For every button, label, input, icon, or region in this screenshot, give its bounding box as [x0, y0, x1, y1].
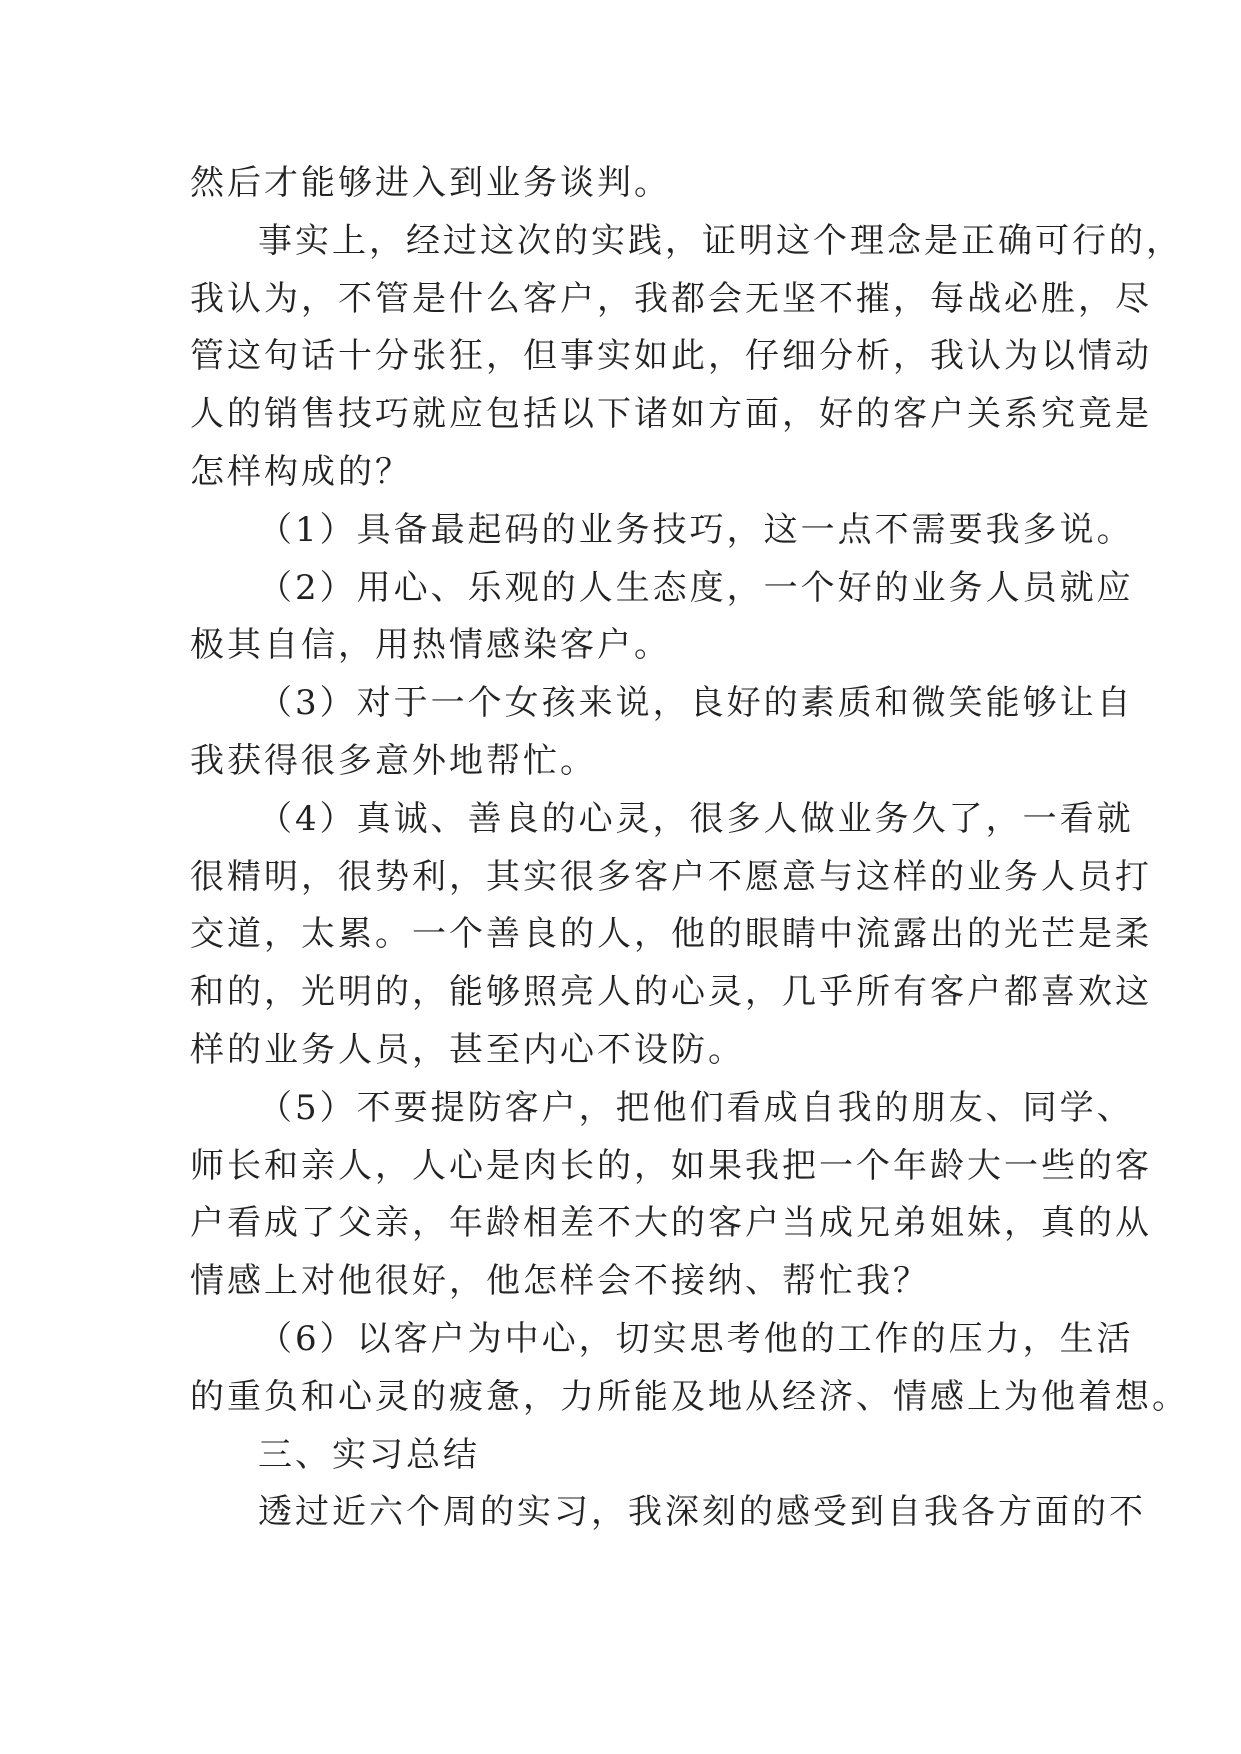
paragraph [190, 1311, 1189, 1427]
text-line: 和的，光明的，能够照亮人的心灵，几乎所有客户都喜欢这 [190, 972, 1152, 1013]
text-line: 的重负和心灵的疲惫，力所能及地从经济、情感上为他着想。 [190, 1376, 1189, 1417]
text-line: 三、实习总结 [258, 1434, 480, 1475]
text-line: 样的业务人员，甚至内心不设防。 [190, 1029, 745, 1070]
paragraph [190, 1080, 1152, 1311]
body-text [190, 155, 1189, 1542]
text-line: 师长和亲人，人心是肉长的，如果我把一个年龄大一些的客 [190, 1145, 1152, 1186]
paragraph [190, 560, 1134, 676]
text-line: 我认为，不管是什么客户，我都会无坚不摧，每战必胜，尽 [190, 278, 1152, 319]
text-line: 很精明，很势利，其实很多客户不愿意与这样的业务人员打 [190, 856, 1152, 897]
text-line: 极其自信，用热情感染客户。 [190, 625, 671, 666]
paragraph [190, 1427, 1052, 1485]
text-line: 透过近六个周的实习，我深刻的感受到自我各方面的不 [258, 1492, 1146, 1533]
text-line: （1）具备最起码的业务技巧，这一点不需要我多说。 [258, 509, 1134, 550]
paragraph [190, 1484, 1146, 1542]
paragraph [190, 675, 1134, 791]
paragraph [190, 213, 1183, 502]
text-line: （6）以客户为中心，切实思考他的工作的压力，生活 [258, 1318, 1134, 1359]
text-line: 然后才能够进入到业务谈判。 [190, 163, 671, 203]
text-line: 我获得很多意外地帮忙。 [190, 740, 597, 781]
paragraph [190, 791, 1152, 1080]
text-line: （2）用心、乐观的人生态度，一个好的业务人员就应 [258, 567, 1134, 608]
text-line: （5）不要提防客户，把他们看成自我的朋友、同学、 [258, 1087, 1134, 1128]
text-line: 事实上，经过这次的实践，证明这个理念是正确可行的， [258, 220, 1183, 261]
paragraph [190, 502, 1134, 560]
text-line: 情感上对他很好，他怎样会不接纳、帮忙我？ [190, 1261, 930, 1302]
text-line: 人的销售技巧就应包括以下诸如方面，好的客户关系究竟是 [190, 394, 1152, 435]
text-line: 管这句话十分张狂，但事实如此，仔细分析，我认为以情动 [190, 336, 1152, 377]
text-line: （3）对于一个女孩来说，良好的素质和微笑能够让自 [258, 683, 1134, 724]
paragraph [190, 155, 1052, 213]
text-line: （4）真诚、善良的心灵，很多人做业务久了，一看就 [258, 798, 1134, 839]
text-line: 户看成了父亲，年龄相差不大的客户当成兄弟姐妹，真的从 [190, 1203, 1152, 1244]
text-line: 怎样构成的？ [190, 451, 412, 492]
text-line: 交道，太累。一个善良的人，他的眼睛中流露出的光芒是柔 [190, 914, 1152, 955]
